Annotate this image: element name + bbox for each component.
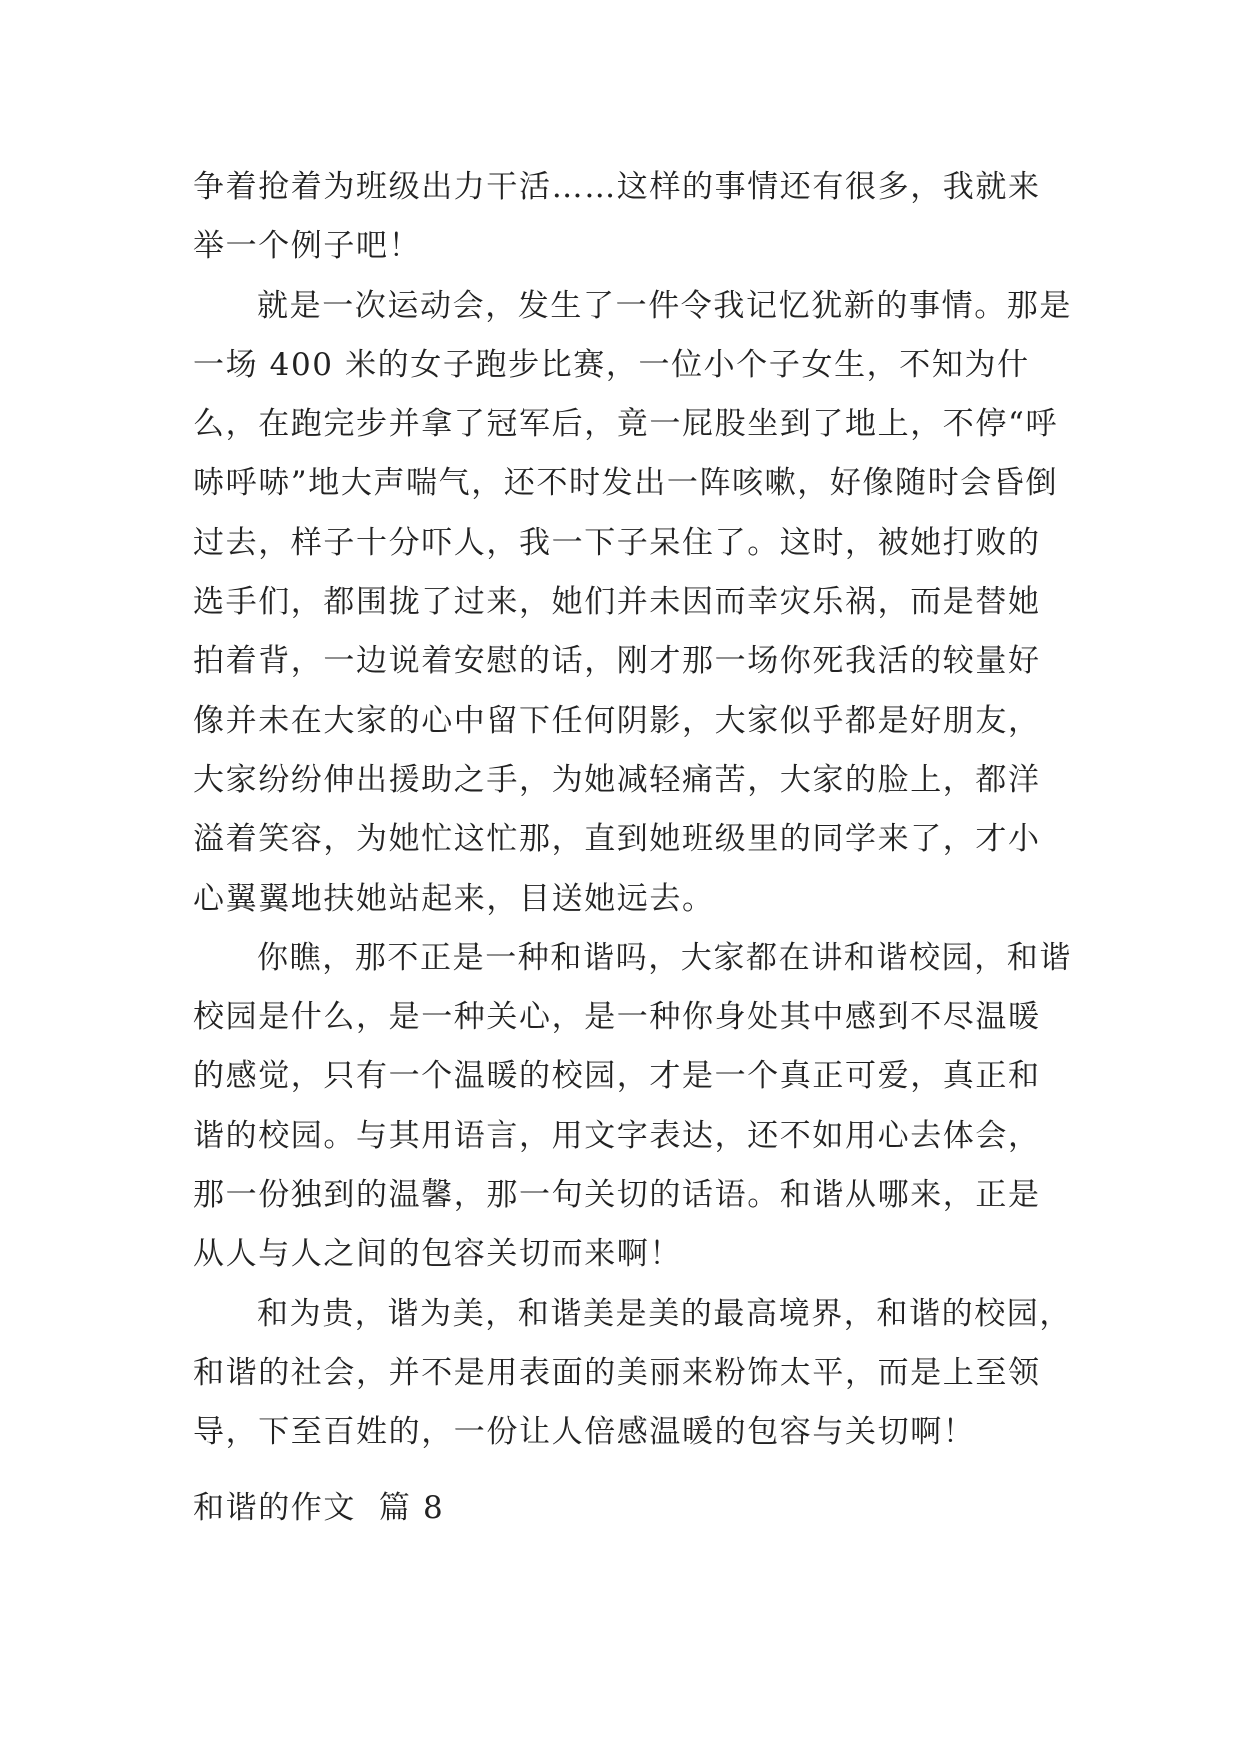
paragraph-3: 你瞧，那不正是一种和谐吗，大家都在讲和谐校园，和谐校园是什么，是一种关心，是一种你身处其中感到不尽温暖的感觉，只有一个温暖的校园，才是一个真正可爱，真正和谐的校园。与其用语言，用文字表达，还不如用心去体会，那一份独到的温馨，那一句关切的话语。和谐从哪来，正是从人与人之间的包容关切而来啊！	[193, 939, 1072, 1273]
paragraph-1: 争着抢着为班级出力干活……这样的事情还有很多，我就来举一个例子吧！	[193, 169, 1041, 265]
paragraph-4: 和为贵，谐为美，和谐美是美的最高境界，和谐的校园，和谐的社会，并不是用表面的美丽来粉饰太平，而是上至领导，下至百姓的，一份让人倍感温暖的包容与关切啊！	[193, 1295, 1072, 1451]
document-body	[193, 158, 1073, 1463]
section-heading: 和谐的作文 篇 8	[193, 1490, 445, 1526]
paragraph-2: 就是一次运动会，发生了一件令我记忆犹新的事情。那是一场 400 米的女子跑步比赛，一位小个子女生，不知为什么，在跑完步并拿了冠军后，竟一屁股坐到了地上，不停“呼哧呼哧”地大声喘气，还不时发出一阵咳嗽，好像随时会昏倒过去，样子十分吓人，我一下子呆住了。这时，被她打败的选手们，都围拢了过来，她们并未因而幸灾乐祸，而是替她拍着背，一边说着安慰的话，刚才那一场你死我活的较量好像并未在大家的心中留下任何阴影，大家似乎都是好朋友，大家纷纷伸出援助之手，为她减轻痛苦，大家的脸上，都洋溢着笑容，为她忙这忙那，直到她班级里的同学来了，才小心翼翼地扶她站起来，目送她远去。	[193, 287, 1072, 917]
